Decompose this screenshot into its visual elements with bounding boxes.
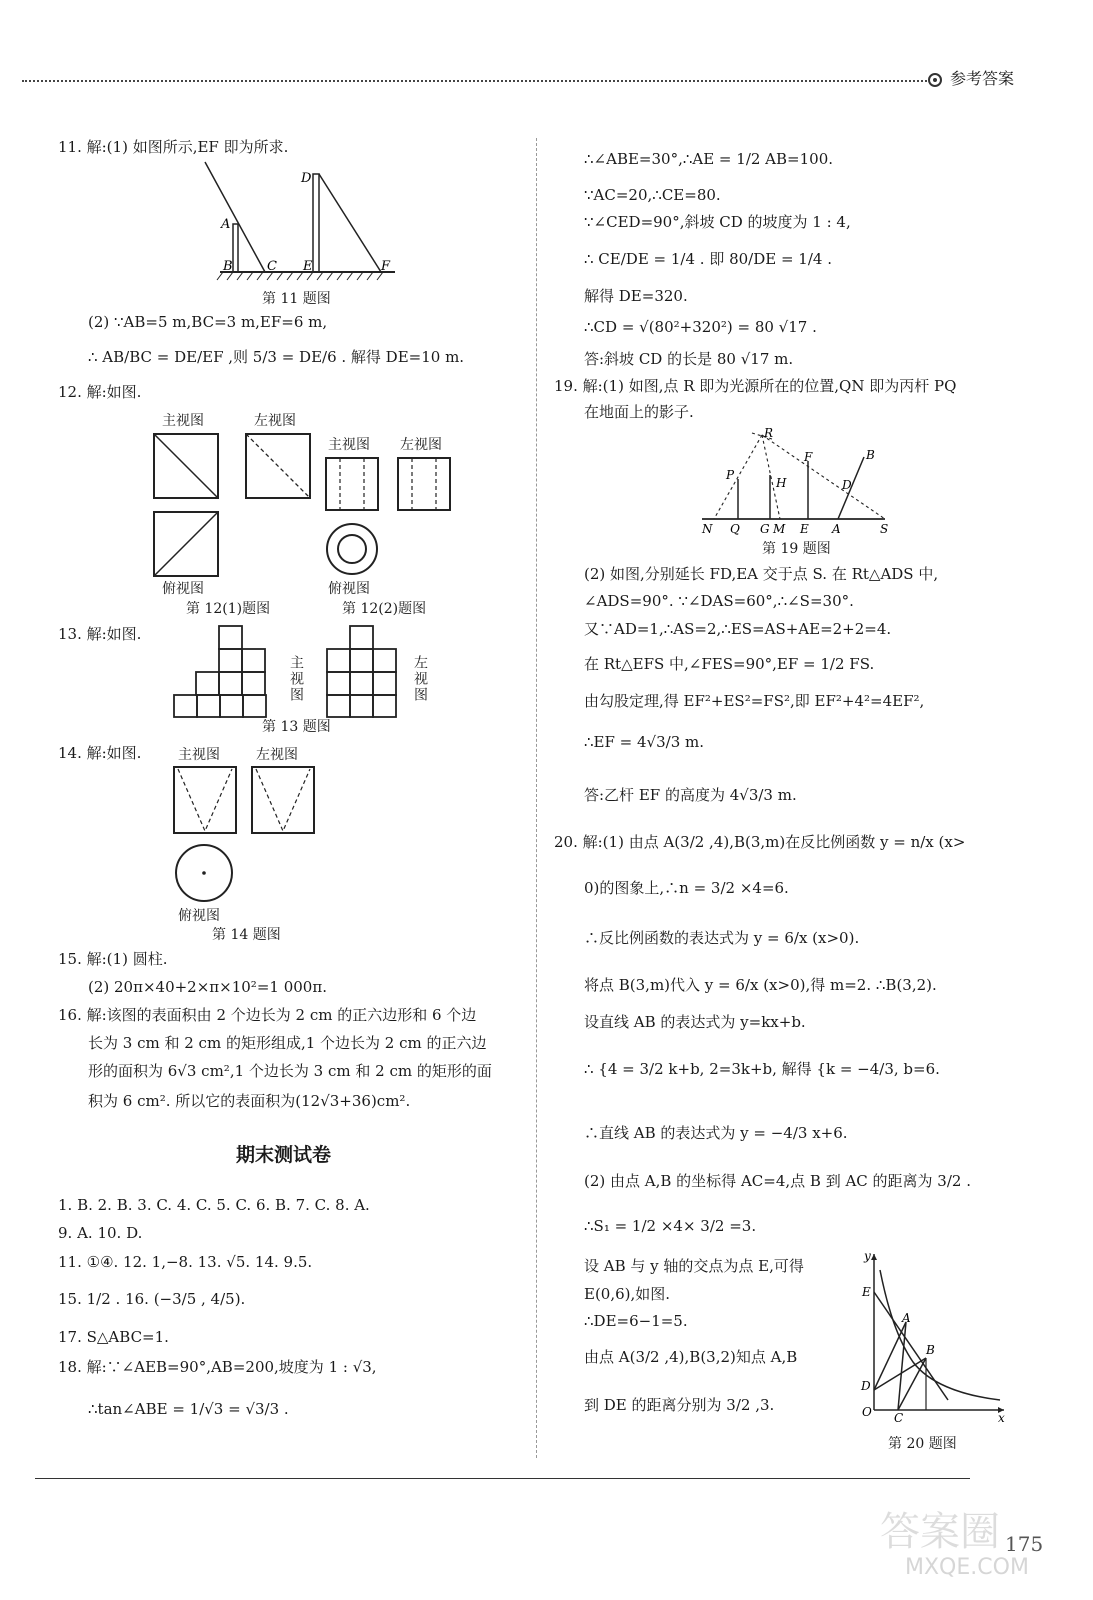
q14-line1: 14. 解:如图.	[58, 744, 142, 762]
q20-line8: (2) 由点 A,B 的坐标得 AC=4,点 B 到 AC 的距离为 3/2 .	[584, 1172, 971, 1190]
q18-line2: ∴tan∠ABE = 1/√3 = √3/3 .	[88, 1400, 289, 1418]
watermark-logo: 答案圈	[880, 1509, 1000, 1555]
answers-row4: 15. 1/2 . 16. (−3/5 , 4/5).	[58, 1290, 246, 1308]
q19-line5: 又∵AD=1,∴AS=2,∴ES=AS+AE=2+2=4.	[584, 620, 892, 638]
page-number: 175	[1005, 1532, 1044, 1556]
q11-line3: ∴ AB/BC = DE/EF ,则 5/3 = DE/6 . 解得 DE=10 m.	[88, 348, 465, 366]
q20-line3: ∴反比例函数的表达式为 y = 6/x (x>0).	[584, 929, 860, 947]
q19-line3: (2) 如图,分别延长 FD,EA 交于点 S. 在 Rt△ADS 中,	[584, 565, 939, 583]
q20-caption: 第 20 题图	[888, 1436, 957, 1452]
q16-line3: 形的面积为 6√3 cm²,1 个边长为 3 cm 和 2 cm 的矩形的面	[88, 1062, 492, 1080]
r-line6: ∴CD = √(80²+320²) = 80 √17 .	[584, 318, 817, 336]
q15-line2: (2) 20π×40+2×π×10²=1 000π.	[88, 978, 327, 996]
answers-row1: 1. B. 2. B. 3. C. 4. C. 5. C. 6. B. 7. C. 8. A.	[58, 1196, 370, 1214]
q13-label-left: 左视图	[412, 655, 428, 703]
q14-label-top: 俯视图	[178, 908, 220, 924]
svg-text:D: D	[301, 171, 312, 186]
q19-line8: ∴EF = 4√3/3 m.	[584, 733, 705, 751]
answers-row5: 17. S△ABC=1.	[58, 1328, 169, 1346]
svg-text:Q: Q	[730, 522, 740, 536]
q14-label-front: 主视图	[178, 747, 220, 763]
q14-label-left: 左视图	[256, 747, 298, 763]
q13-line1: 13. 解:如图.	[58, 625, 142, 643]
header-target-icon	[928, 73, 942, 87]
q20-line12: ∴DE=6−1=5.	[584, 1312, 688, 1330]
q11-line2: (2) ∵AB=5 m,BC=3 m,EF=6 m,	[88, 313, 328, 331]
svg-text:A: A	[832, 522, 841, 536]
q14-caption: 第 14 题图	[212, 927, 281, 943]
svg-text:D: D	[842, 478, 852, 492]
q12-line1: 12. 解:如图.	[58, 383, 142, 401]
svg-text:B: B	[223, 259, 233, 274]
q20-line2: 0)的图象上,∴n = 3/2 ×4=6.	[584, 879, 789, 897]
svg-text:F: F	[804, 450, 813, 464]
r-line5: 解得 DE=320.	[584, 287, 688, 305]
q12-label-top2: 俯视图	[328, 581, 370, 597]
svg-text:y: y	[864, 1249, 871, 1263]
svg-text:D: D	[861, 1379, 871, 1393]
r-line4: ∴ CE/DE = 1/4 . 即 80/DE = 1/4 .	[584, 250, 832, 268]
r-line2: ∵AC=20,∴CE=80.	[584, 186, 721, 204]
header-title: 参考答案	[950, 69, 1015, 88]
q20-line13: 由点 A(3/2 ,4),B(3,2)知点 A,B	[584, 1348, 798, 1366]
q19-line7: 由勾股定理,得 EF²+ES²=FS²,即 EF²+4²=4EF²,	[584, 692, 925, 710]
svg-text:E: E	[862, 1285, 871, 1299]
q12-caption2: 第 12(2)题图	[342, 601, 427, 617]
q11-line1: 11. 解:(1) 如图所示,EF 即为所求.	[58, 138, 289, 156]
q20-line11: E(0,6),如图.	[584, 1285, 671, 1303]
q19-line6: 在 Rt△EFS 中,∠FES=90°,EF = 1/2 FS.	[584, 655, 875, 673]
svg-text:B: B	[926, 1343, 935, 1357]
q19-caption: 第 19 题图	[762, 541, 831, 557]
q20-line6: ∴ {4 = 3/2 k+b, 2=3k+b, 解得 {k = −4/3, b=6.	[584, 1060, 940, 1078]
q13-label-front: 主视图	[288, 655, 304, 703]
q19-line9: 答:乙杆 EF 的高度为 4√3/3 m.	[584, 786, 797, 804]
q20-figure	[858, 1249, 1008, 1425]
svg-text:x: x	[998, 1411, 1005, 1425]
q20-line5: 设直线 AB 的表达式为 y=kx+b.	[584, 1013, 806, 1031]
q12-label-left2: 左视图	[400, 437, 442, 453]
q12-caption1: 第 12(1)题图	[186, 601, 271, 617]
answers-row2: 9. A. 10. D.	[58, 1224, 143, 1242]
svg-text:R: R	[764, 426, 774, 440]
q20-line7: ∴直线 AB 的表达式为 y = −4/3 x+6.	[584, 1124, 848, 1142]
q20-line9: ∴S₁ = 1/2 ×4× 3/2 =3.	[584, 1217, 757, 1235]
q14-figure	[170, 765, 320, 905]
watermark-url: MXQE.COM	[905, 1555, 1029, 1580]
section-title: 期末测试卷	[236, 1144, 332, 1166]
svg-text:M: M	[773, 522, 786, 536]
q19-line4: ∠ADS=90°. ∵∠DAS=60°,∴∠S=30°.	[584, 592, 854, 610]
q12-label-front1: 主视图	[162, 413, 204, 429]
svg-text:F: F	[381, 259, 391, 274]
q20-line14: 到 DE 的距离分别为 3/2 ,3.	[584, 1396, 775, 1414]
svg-text:O: O	[862, 1405, 872, 1419]
svg-text:E: E	[800, 522, 809, 536]
q12-label-front2: 主视图	[328, 437, 370, 453]
svg-text:S: S	[880, 522, 889, 536]
q19-line2: 在地面上的影子.	[584, 403, 694, 421]
svg-text:B: B	[866, 448, 875, 462]
q12-label-left1: 左视图	[254, 413, 296, 429]
svg-text:E: E	[303, 259, 313, 274]
q12-figure-left2	[395, 458, 457, 512]
svg-text:H: H	[776, 476, 787, 490]
q20-line4: 将点 B(3,m)代入 y = 6/x (x>0),得 m=2. ∴B(3,2).	[584, 976, 937, 994]
q16-line4: 积为 6 cm². 所以它的表面积为(12√3+36)cm².	[88, 1092, 411, 1110]
svg-text:A: A	[221, 217, 231, 232]
q12-label-top1: 俯视图	[162, 581, 204, 597]
q11-figure	[205, 162, 405, 287]
header-rule	[22, 80, 927, 82]
answers-row3: 11. ①④. 12. 1,−8. 13. √5. 14. 9.5.	[58, 1253, 313, 1271]
q13-caption: 第 13 题图	[262, 719, 331, 735]
footer-rule	[35, 1478, 970, 1479]
q19-figure	[700, 425, 900, 537]
q15-line1: 15. 解:(1) 圆柱.	[58, 950, 168, 968]
svg-text:C: C	[894, 1411, 904, 1425]
r-line3: ∵∠CED=90°,斜坡 CD 的坡度为 1 : 4,	[584, 213, 851, 231]
svg-text:C: C	[267, 259, 277, 274]
q16-line2: 长为 3 cm 和 2 cm 的矩形组成,1 个边长为 2 cm 的正六边	[88, 1034, 487, 1052]
column-divider	[536, 138, 537, 1458]
q19-line1: 19. 解:(1) 如图,点 R 即为光源所在的位置,QN 即为丙杆 PQ	[554, 377, 957, 395]
q18-line1: 18. 解:∵∠AEB=90°,AB=200,坡度为 1 : √3,	[58, 1358, 377, 1376]
q16-line1: 16. 解:该图的表面积由 2 个边长为 2 cm 的正六边形和 6 个边	[58, 1006, 477, 1024]
r-line7: 答:斜坡 CD 的长是 80 √17 m.	[584, 350, 794, 368]
q12-figure-top2	[325, 522, 381, 578]
r-line1: ∴∠ABE=30°,∴AE = 1/2 AB=100.	[584, 150, 834, 168]
svg-text:A: A	[902, 1311, 911, 1325]
q20-line10: 设 AB 与 y 轴的交点为点 E,可得	[584, 1257, 804, 1275]
svg-text:G: G	[760, 522, 770, 536]
svg-text:N: N	[702, 522, 713, 536]
svg-text:P: P	[726, 468, 735, 482]
q11-caption: 第 11 题图	[262, 291, 331, 307]
q20-line1: 20. 解:(1) 由点 A(3/2 ,4),B(3,m)在反比例函数 y = n/x (x>	[554, 833, 966, 851]
